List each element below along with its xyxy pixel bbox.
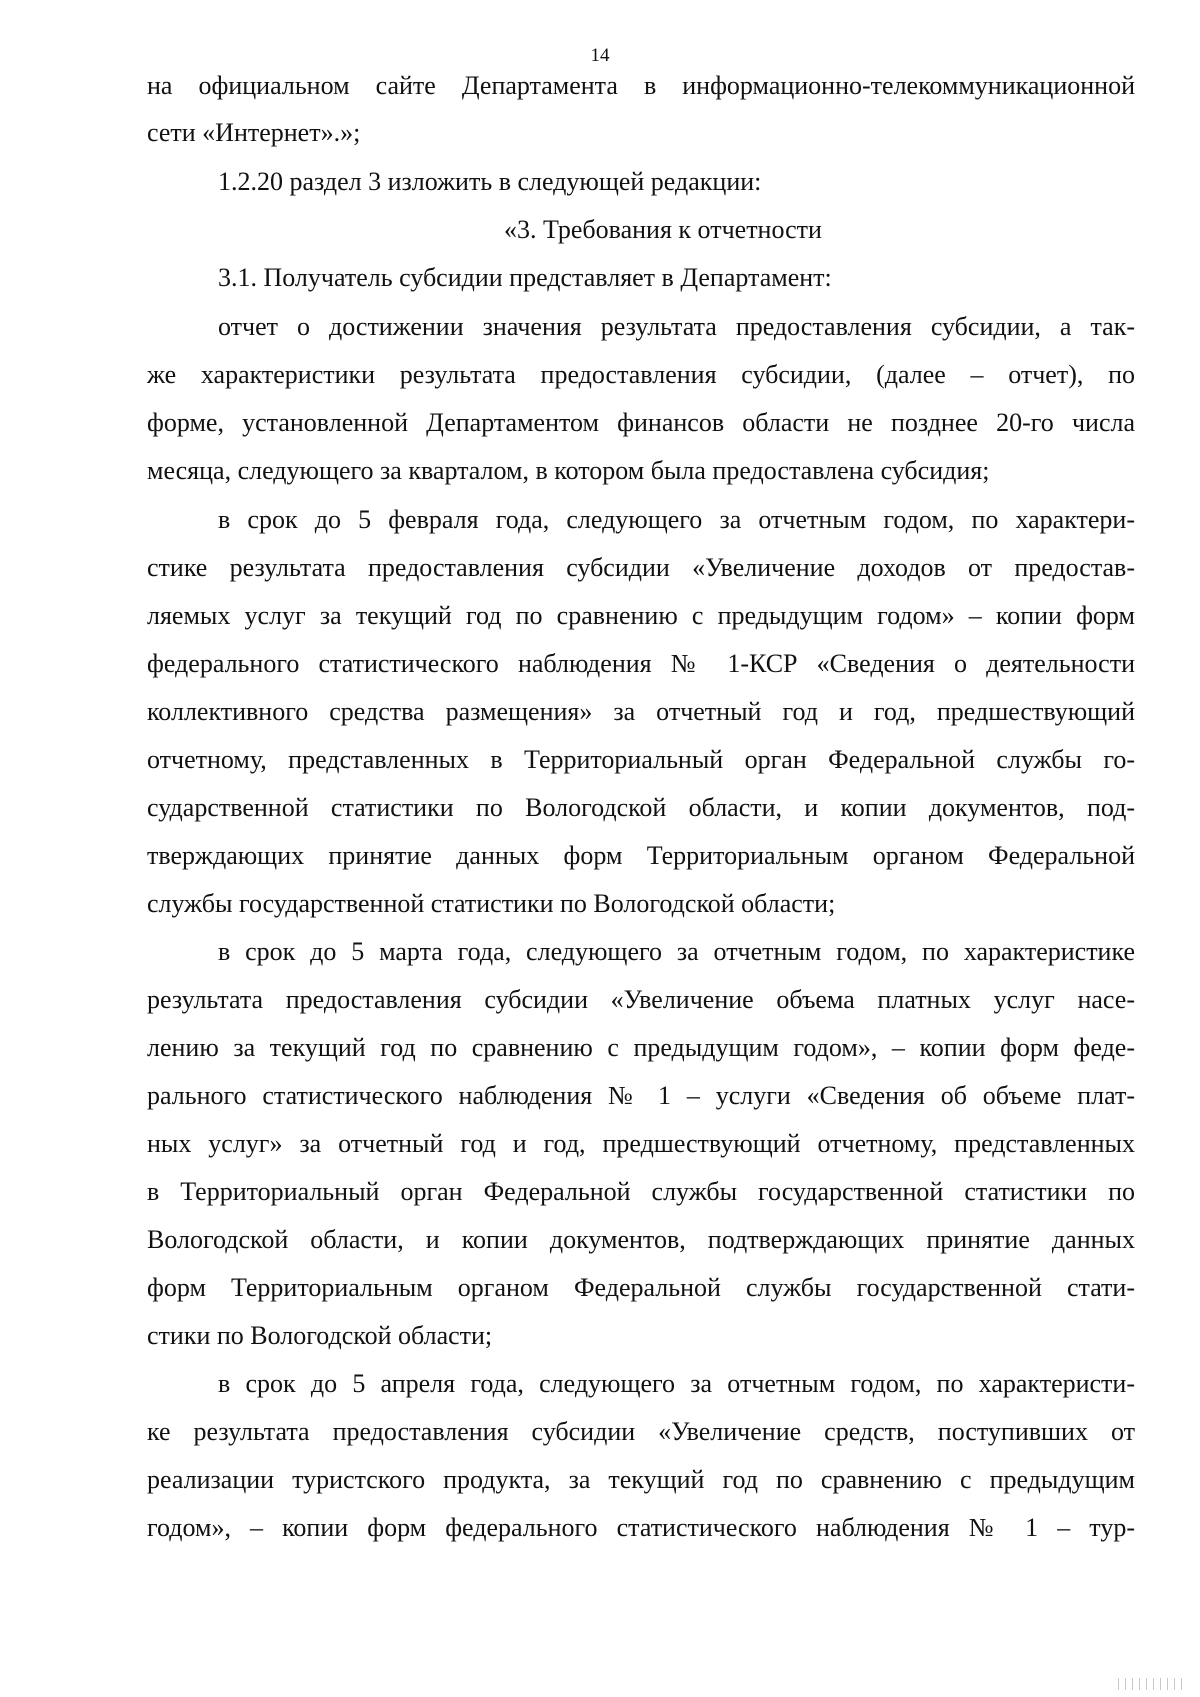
text-line: в срок до 5 апреля года, следующего за отчетным годом, по характеристи- [218,1369,1135,1398]
text-line: коллективного средства размещения» за отчетный год и год, предшествующий [147,697,1135,726]
text-line: отчетному, представленных в Территориальный орган Федеральной службы го- [147,745,1135,774]
text-line: 3.1. Получатель субсидии представляет в Департамент: [218,263,832,292]
text-line: службы государственной статистики по Вологодской области; [147,889,836,918]
text-line: рального статистического наблюдения № 1 – услуги «Сведения об объеме плат- [147,1081,1135,1110]
text-line: сети «Интернет».»; [147,118,361,147]
text-line: федерального статистического наблюдения № 1-КСР «Сведения о деятельности [147,649,1135,678]
section-heading: «3. Требования к отчетности [504,215,822,244]
text-line: тверждающих принятие данных форм Территориальным органом Федеральной [147,841,1135,870]
text-line: отчет о достижении значения результата предоставления субсидии, а так- [218,312,1135,341]
text-line: в срок до 5 февраля года, следующего за отчетным годом, по характери- [218,505,1135,534]
text-line: месяца, следующего за кварталом, в котором была предоставлена субсидия; [147,456,990,485]
text-line: реализации туристского продукта, за текущий год по сравнению с предыдущим [147,1465,1135,1494]
text-line: стике результата предоставления субсидии «Увеличение доходов от предостав- [147,553,1135,582]
scan-artifact [1118,1678,1188,1690]
text-line: стики по Вологодской области; [147,1321,493,1350]
text-line: годом», – копии форм федерального статистического наблюдения № 1 – тур- [147,1513,1135,1542]
text-line: в Территориальный орган Федеральной службы государственной статистики по [147,1177,1135,1206]
page-number: 14 [590,45,610,66]
text-line: результата предоставления субсидии «Увеличение объема платных услуг насе- [147,985,1135,1014]
text-line: ных услуг» за отчетный год и год, предшествующий отчетному, представленных [147,1129,1135,1158]
text-line: в срок до 5 марта года, следующего за отчетным годом, по характеристике [218,937,1135,966]
text-line: на официальном сайте Департамента в информационно-телекоммуникационной [147,71,1135,100]
text-line: сударственной статистики по Вологодской области, и копии документов, под- [147,793,1135,822]
text-line: же характеристики результата предоставления субсидии, (далее – отчет), по [147,360,1135,389]
text-line: лению за текущий год по сравнению с предыдущим годом», – копии форм феде- [147,1033,1135,1062]
text-line: Вологодской области, и копии документов, подтверждающих принятие данных [147,1225,1135,1254]
text-line: ке результата предоставления субсидии «Увеличение средств, поступивших от [147,1417,1135,1446]
text-line: ляемых услуг за текущий год по сравнению с предыдущим годом» – копии форм [147,601,1135,630]
text-line: форме, установленной Департаментом финансов области не позднее 20-го числа [147,408,1135,437]
text-line: 1.2.20 раздел 3 изложить в следующей редакции: [218,167,762,196]
text-line: форм Территориальным органом Федеральной службы государственной стати- [147,1273,1135,1302]
